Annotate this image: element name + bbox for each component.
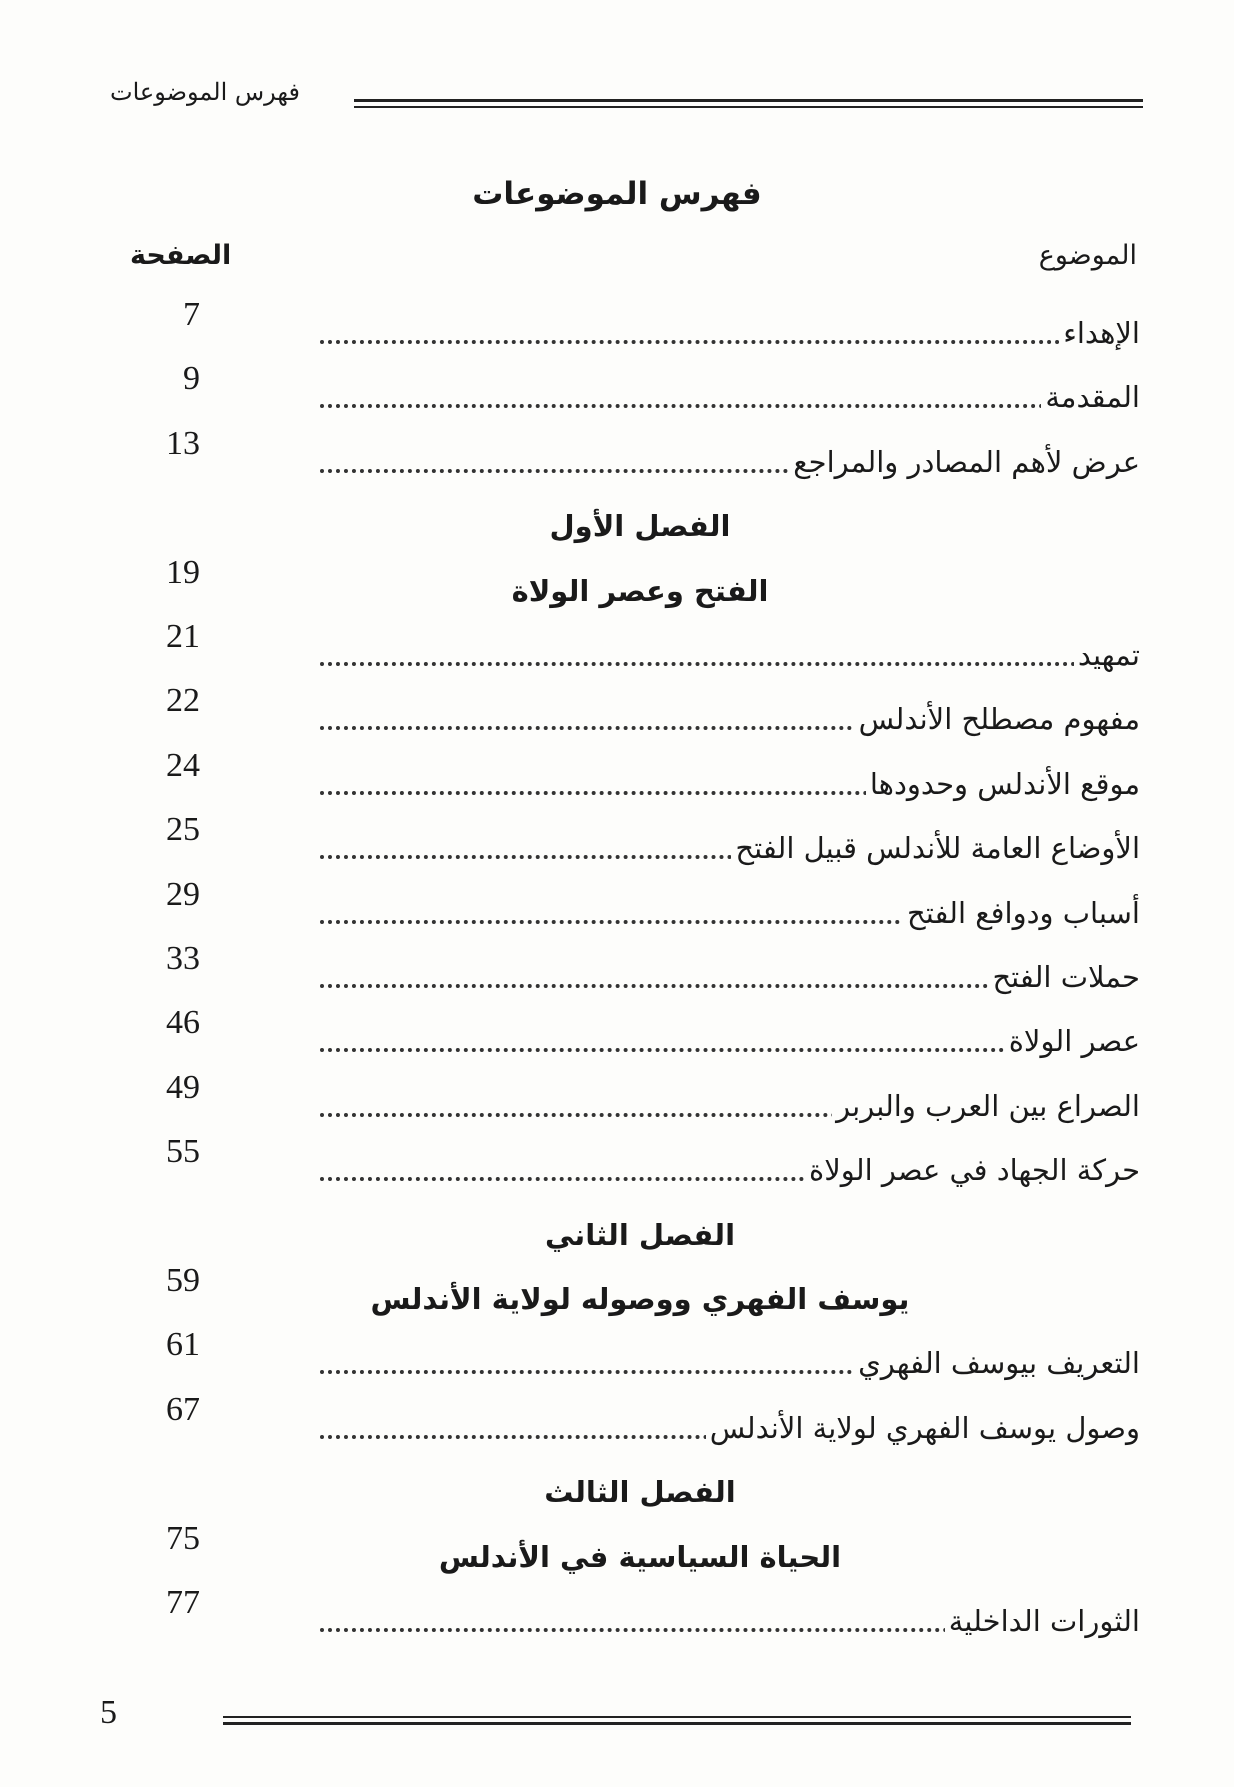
toc-entry — [140, 1328, 1140, 1388]
toc-entry-title: الحياة السياسية في الأندلس — [438, 1539, 842, 1574]
toc-page-number: 19 — [166, 553, 200, 591]
toc-entry-title: الأوضاع العامة للأندلس قبيل الفتح — [731, 831, 1140, 865]
toc-entry — [140, 362, 1140, 422]
toc-entry-title: الفتح وعصر الولاة — [511, 573, 769, 608]
toc-entry-title: الفصل الثاني — [544, 1217, 736, 1252]
toc-entry-title: الفصل الأول — [549, 509, 731, 544]
toc-entry-title: وصول يوسف الفهري لولاية الأندلس — [706, 1411, 1140, 1445]
toc-entry-title: عصر الولاة — [1005, 1024, 1140, 1058]
toc-entry — [140, 620, 1140, 680]
toc-page-number: 61 — [166, 1326, 200, 1364]
toc-page-number: 7 — [183, 296, 200, 333]
toc-entry — [140, 942, 1140, 1002]
toc-entry-title: تمهيد — [1074, 638, 1140, 672]
toc-page-number: 25 — [166, 811, 200, 849]
toc-entry — [140, 1586, 1140, 1646]
toc-entry-title: موقع الأندلس وحدودها — [866, 767, 1140, 801]
toc-entry — [140, 746, 1140, 809]
toc-page-number: 29 — [166, 875, 200, 913]
footer-rule-thin — [223, 1716, 1131, 1718]
toc-entry-title: يوسف الفهري ووصوله لولاية الأندلس — [370, 1282, 910, 1316]
header-rule — [354, 99, 1143, 102]
toc-entry-title: مفهوم مصطلح الأندلس — [855, 702, 1140, 736]
toc-entry-title: أسباب ودوافع الفتح — [903, 896, 1140, 930]
toc-entry — [140, 298, 1140, 358]
toc-entry-title: المقدمة — [1041, 380, 1140, 414]
toc-page-number: 55 — [166, 1133, 200, 1171]
toc-page-number: 49 — [166, 1068, 200, 1106]
toc-entry — [140, 1390, 1140, 1453]
toc-chapter-heading — [140, 1200, 1140, 1260]
toc-page-number: 13 — [166, 424, 200, 462]
toc-page-number: 9 — [183, 360, 200, 398]
toc-entry — [140, 875, 1140, 938]
toc-chapter-heading — [140, 1457, 1140, 1517]
column-header-page: الصفحة — [130, 240, 232, 271]
toc-entry — [140, 1068, 1140, 1131]
toc-page-number: 75 — [166, 1519, 200, 1557]
toc-entry-title: عرض لأهم المصادر والمراجع — [789, 445, 1140, 479]
toc-entry-title: حركة الجهاد في عصر الولاة — [805, 1153, 1140, 1187]
toc-page-number: 46 — [166, 1004, 200, 1042]
toc-page-number: 67 — [166, 1390, 200, 1428]
dot-leader — [320, 662, 1140, 666]
page-number: 5 — [100, 1694, 117, 1731]
toc-entry-title: الثورات الداخلية — [945, 1604, 1140, 1638]
footer-rule — [223, 1722, 1131, 1725]
toc-entry-title: حملات الفتح — [988, 960, 1140, 994]
header-rule-thin — [354, 106, 1143, 108]
toc-chapter-heading — [140, 1519, 1140, 1582]
toc-page-number: 59 — [166, 1262, 200, 1299]
running-header-title: فهرس الموضوعات — [110, 78, 300, 106]
toc-entry-title: الإهداء — [1059, 316, 1140, 350]
column-header-topic: الموضوع — [1038, 240, 1137, 271]
toc-page-number: 24 — [166, 746, 200, 784]
toc-page-number: 21 — [166, 618, 200, 655]
toc-chapter-heading — [140, 491, 1140, 551]
toc-chapter-heading — [140, 553, 1140, 616]
toc-chapter-heading — [140, 1264, 1140, 1324]
toc-page-number: 22 — [166, 682, 200, 720]
dot-leader — [320, 340, 1140, 344]
toc-page-number: 77 — [166, 1584, 200, 1621]
toc-page-number: 33 — [166, 940, 200, 977]
toc-entry — [140, 1006, 1140, 1066]
toc-entry — [140, 1135, 1140, 1195]
toc-entry — [140, 424, 1140, 487]
dot-leader — [320, 404, 1140, 408]
toc-entry-title: الفصل الثالث — [544, 1475, 736, 1510]
toc-entry-title: الصراع بين العرب والبربر — [832, 1089, 1140, 1123]
page-title: فهرس الموضوعات — [472, 176, 762, 212]
toc-entry — [140, 813, 1140, 873]
toc-entry-title: التعريف بيوسف الفهري — [854, 1346, 1140, 1380]
toc-entry — [140, 684, 1140, 744]
